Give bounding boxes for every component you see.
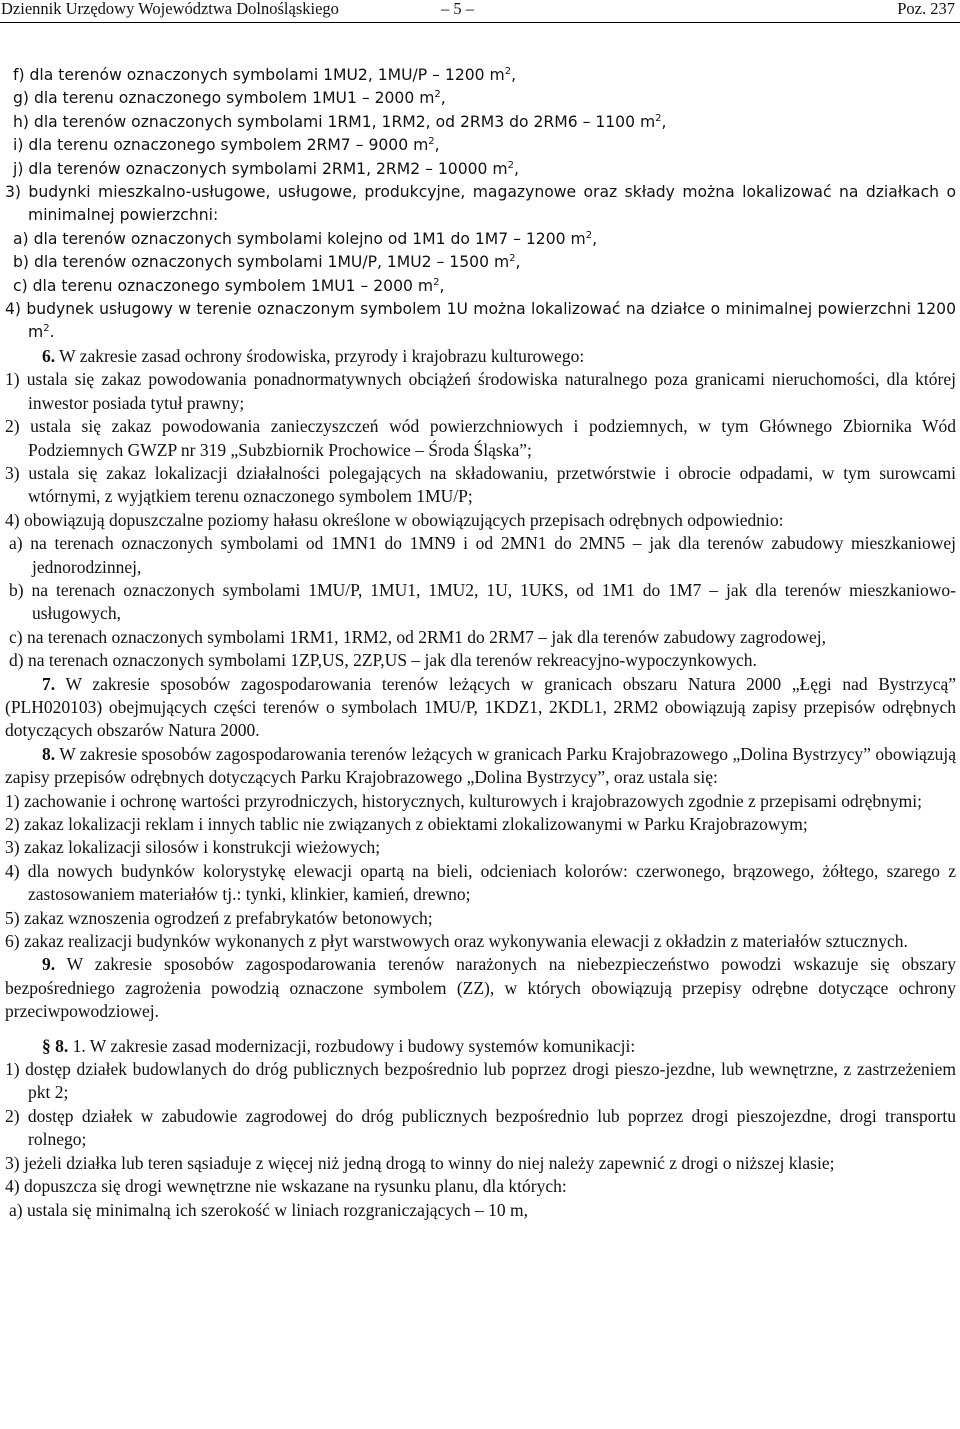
paragraph-8-item-6: 6) zakaz realizacji budynków wykonanych z płyt warstwowych oraz wykonywania elewacji z okładzin z materiałów sztucznych. bbox=[5, 931, 908, 952]
paragraph-6-number: 6. bbox=[42, 345, 56, 366]
paragraph-8-intro: 8. W zakresie sposobów zagospodarowania terenów leżących w granicach Parku Krajobrazowego „Dolina Bystrzycy” obowiązują zapisy przepisów odrębnych dotyczących Parku Krajobrazowego „Dolina Bystrzycy”, oraz ustala się: bbox=[5, 743, 956, 788]
list-item-h: h) dla terenów oznaczonych symbolami 1RM1, 1RM2, od 2RM3 do 2RM6 – 1100 $m^2$, bbox=[13, 112, 667, 131]
list-item-3c: c) dla terenu oznaczonego symbolem 1MU1 – 2000 $m^2$, bbox=[13, 276, 445, 295]
list-item-3b: b) dla terenów oznaczonych symbolami 1MU/P, 1MU2 – 1500 $m^2$, bbox=[13, 253, 521, 272]
section-8-item-4a: a) ustala się minimalną ich szerokość w liniach rozgraniczających – 10 m, bbox=[9, 1199, 528, 1220]
section-8-item-4: 4) dopuszcza się drogi wewnętrzne nie wskazane na rysunku planu, dla których: bbox=[5, 1176, 567, 1197]
paragraph-8-item-3: 3) zakaz lokalizacji silosów i konstrukcji wieżowych; bbox=[5, 837, 381, 858]
paragraph-6-intro: 6. W zakresie zasad ochrony środowiska, przyrody i krajobrazu kulturowego: bbox=[42, 345, 585, 366]
paragraph-8-number: 8. bbox=[42, 743, 56, 764]
journal-title: Dziennik Urzędowy Województwa Dolnośląskiego bbox=[1, 0, 339, 18]
section-8-sign: § 8. bbox=[42, 1035, 69, 1056]
list-item-3a: a) dla terenów oznaczonych symbolami kolejno od 1M1 do 1M7 – 1200 $m^2$, bbox=[13, 229, 598, 248]
paragraph-9: 9. W zakresie sposobów zagospodarowania terenów narażonych na niebezpieczeństwo powodzi wskazuje się obszary bezpośredniego zagrożenia powodzią oznaczone symbolem (ZZ), w których obowiązują przepisy odrębne dotyczące ochrony przeciwpowodziowej. bbox=[5, 954, 956, 1022]
paragraph-7-number: 7. bbox=[42, 673, 56, 694]
paragraph-8-item-2: 2) zakaz lokalizacji reklam i innych tablic nie związanych z obiektami zlokalizowanymi w Parku Krajobrazowym; bbox=[5, 814, 808, 834]
section-8-item-3: 3) jeżeli działka lub teren sąsiaduje z więcej niż jedną drogą to winny do niej należy zapewnić z drogi o niższej klasie; bbox=[5, 1152, 835, 1173]
paragraph-8-item-1: 1) zachowanie i ochronę wartości przyrodniczych, historycznych, kulturowych i krajobrazowych zgodnie z przepisami odrębnymi; bbox=[5, 790, 922, 811]
list-item-f: f) dla terenów oznaczonych symbolami 1MU2, 1MU/P – 1200 $m^2$, bbox=[13, 65, 517, 84]
paragraph-6-item-1: 1) ustala się zakaz powodowania ponadnormatywnych obciążeń środowiska naturalnego poza granicami nieruchomości, dla której inwestor posiada tytuł prawny; bbox=[5, 369, 956, 413]
paragraph-6-item-4d: d) na terenach oznaczonych symbolami 1ZP,US, 2ZP,US – jak dla terenów rekreacyjno-wypoczynkowych. bbox=[9, 650, 757, 671]
list-item-4: 4) budynek usługowy w terenie oznaczonym symbolem 1U można lokalizować na działce o minimalnej powierzchni 1200 $m^2$. bbox=[5, 300, 956, 342]
list-item-j: j) dla terenów oznaczonych symbolami 2RM1, 2RM2 – 10000 $m^2$, bbox=[13, 159, 519, 178]
paragraph-6-item-4c: c) na terenach oznaczonych symbolami 1RM1, 1RM2, od 2RM1 do 2RM7 – jak dla terenów zabudowy zagrodowej, bbox=[9, 626, 826, 647]
paragraph-7: 7. W zakresie sposobów zagospodarowania terenów leżących w granicach obszaru Natura 2000 „Łęgi nad Bystrzycą” (PLH020103) obejmujących części terenów o symbolach 1MU/P, 1KDZ1, 2KDL1, 2RM2 obowiązują zapisy przepisów odrębnych dotyczących obszarów Natura 2000. bbox=[5, 673, 956, 741]
section-8-item-2: 2) dostęp działek w zabudowie zagrodowej do dróg publicznych bezpośrednio lub poprzez drogi pieszojezdne, drogi transportu rolnego; bbox=[5, 1105, 956, 1150]
section-8-item-1: 1) dostęp działek budowlanych do dróg publicznych bezpośrednio lub poprzez drogi pieszo-jezdne, lub wewnętrzne, z zastrzeżeniem pkt 2; bbox=[5, 1059, 956, 1103]
paragraph-8-item-5: 5) zakaz wznoszenia ogrodzeń z prefabrykatów betonowych; bbox=[5, 907, 433, 928]
paragraph-6-item-4a: a) na terenach oznaczonych symbolami od 1MN1 do 1MN9 i od 2MN1 do 2MN5 – jak dla terenów zabudowy mieszkaniowej jednorodzinnej, bbox=[9, 533, 956, 577]
document-body bbox=[5, 64, 956, 1222]
list-item-i: i) dla terenu oznaczonego symbolem 2RM7 – 9000 $m^2$, bbox=[13, 136, 440, 155]
paragraph-6-item-2: 2) ustala się zakaz powodowania zanieczyszczeń wód powierzchniowych i podziemnych, w tym Głównego Zbiornika Wód Podziemnych GWZP nr 319 „Subzbiornik Prochowice – Środa Śląska”; bbox=[5, 416, 956, 460]
paragraph-6-item-4: 4) obowiązują dopuszczalne poziomy hałasu określone w obowiązujących przepisach odrębnych odpowiednio: bbox=[5, 509, 784, 530]
page-header bbox=[0, 0, 960, 23]
page-number: – 5 – bbox=[441, 0, 474, 18]
list-item-3: 3) budynki mieszkalno-usługowe, usługowe, produkcyjne, magazynowe oraz składy można lokalizować na działkach o minimalnej powierzchni: bbox=[5, 183, 956, 225]
paragraph-6-item-3: 3) ustala się zakaz lokalizacji działalności polegających na składowaniu, przetwórstwie i obrocie odpadami, w tym surowcami wtórnymi, z wyjątkiem terenu oznaczonego symbolem 1MU/P; bbox=[5, 462, 956, 507]
item-number: Poz. 237 bbox=[897, 0, 955, 18]
section-8-paragraph-number: 1. bbox=[68, 1035, 86, 1056]
paragraph-6-item-4b: b) na terenach oznaczonych symbolami 1MU/P, 1MU1, 1MU2, 1U, 1UKS, od 1M1 do 1M7 – jak dla terenów mieszkaniowo-usługowych, bbox=[9, 579, 956, 624]
paragraph-8-item-4: 4) dla nowych budynków kolorystykę elewacji opartą na bieli, odcieniach kolorów: czerwonego, brązowego, żółtego, szarego z zastosowaniem materiałów tj.: tynki, klinkier, kamień, drewno; bbox=[5, 860, 956, 905]
section-8-intro: § 8. 1. W zakresie zasad modernizacji, rozbudowy i budowy systemów komunikacji: bbox=[42, 1035, 636, 1056]
paragraph-9-number: 9. bbox=[42, 954, 56, 975]
list-item-g: g) dla terenu oznaczonego symbolem 1MU1 – 2000 $m^2$, bbox=[13, 89, 446, 108]
